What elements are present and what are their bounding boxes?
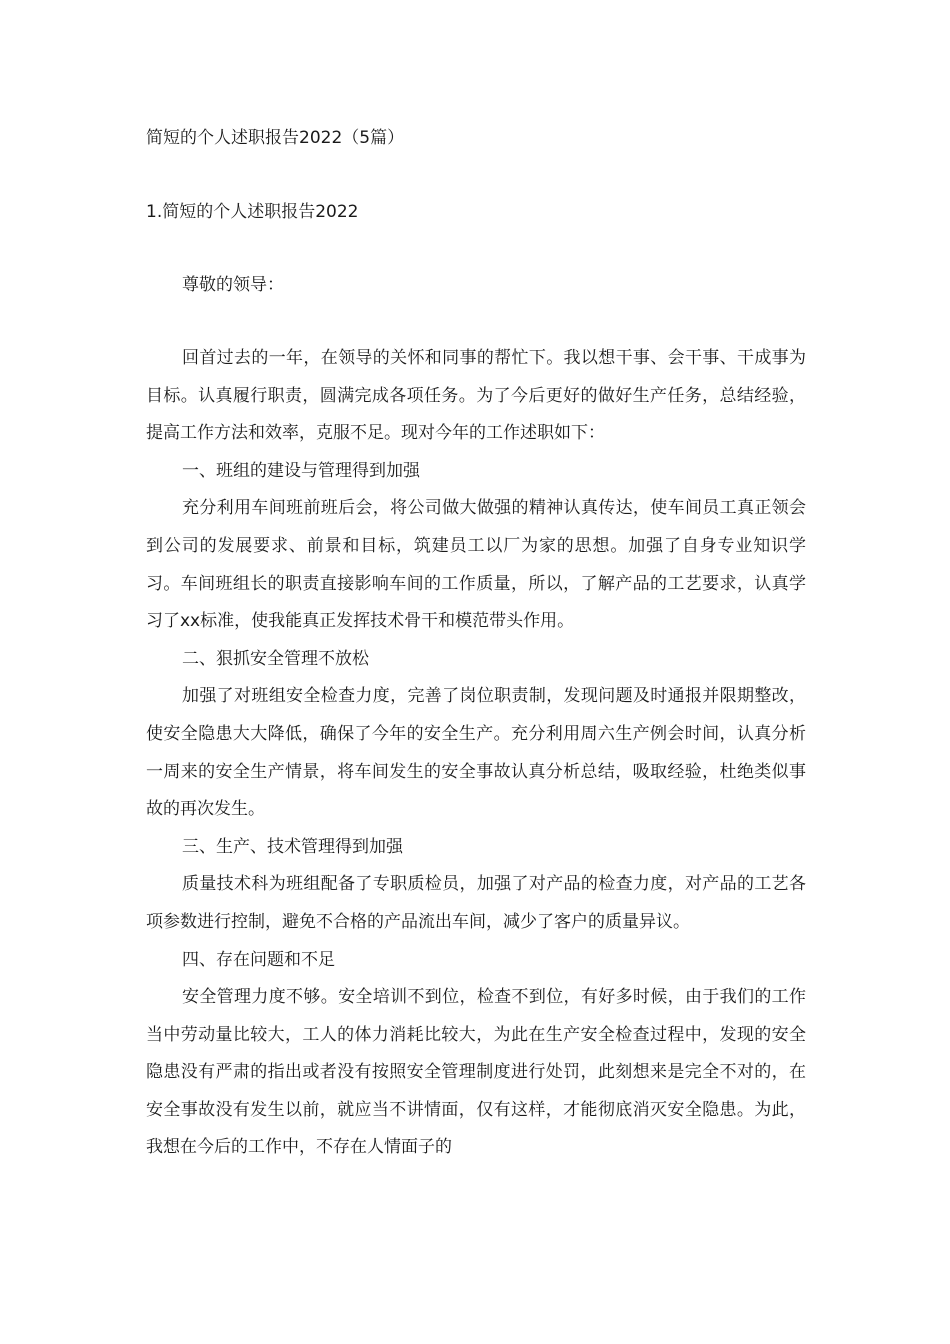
paragraph-safety-management: 加强了对班组安全检查力度，完善了岗位职责制，发现问题及时通报并限期整改，使安全隐患大大降低，确保了今年的安全生产。充分利用周六生产例会时间，认真分析一周来的安全生产情景，将车间发生的安全事故认真分析总结，吸取经验，杜绝类似事故的再次发生。 (146, 686, 806, 820)
paragraph-team-building: 充分利用车间班前班后会，将公司做大做强的精神认真传达，使车间员工真正领会到公司的发展要求、前景和目标，筑建员工以厂为家的思想。加强了自身专业知识学习。车间班组长的职责直接影响车间的工作质量，所以，了解产品的工艺要求，认真学习了xx标准，使我能真正发挥技术骨干和模范带头作用。 (146, 498, 806, 632)
paragraph-production-technology: 质量技术科为班组配备了专职质检员，加强了对产品的检查力度，对产品的工艺各项参数进行控制，避免不合格的产品流出车间，减少了客户的质量异议。 (146, 874, 806, 932)
salutation: 尊敬的领导： (182, 275, 284, 295)
report-body (146, 340, 806, 1167)
section-title: 1.简短的个人述职报告2022 (146, 202, 359, 222)
heading-safety-management: 二、狠抓安全管理不放松 (182, 648, 369, 669)
heading-production-technology: 三、生产、技术管理得到加强 (182, 836, 403, 857)
document-title: 简短的个人述职报告2022（5篇） (146, 128, 405, 148)
paragraph-intro: 回首过去的一年，在领导的关怀和同事的帮忙下。我以想干事、会干事、干成事为目标。认真履行职责，圆满完成各项任务。为了今后更好的做好生产任务，总结经验，提高工作方法和效率，克服不足。现对今年的工作述职如下： (146, 348, 806, 444)
heading-problems: 四、存在问题和不足 (182, 949, 335, 970)
heading-team-building: 一、班组的建设与管理得到加强 (182, 460, 420, 481)
paragraph-problems: 安全管理力度不够。安全培训不到位，检查不到位，有好多时候，由于我们的工作当中劳动量比较大，工人的体力消耗比较大，为此在生产安全检查过程中，发现的安全隐患没有严肃的指出或者没有按照安全管理制度进行处罚，此刻想来是完全不对的，在安全事故没有发生以前，就应当不讲情面，仅有这样，才能彻底消灭安全隐患。为此，我想在今后的工作中，不存在人情面子的 (146, 987, 806, 1158)
